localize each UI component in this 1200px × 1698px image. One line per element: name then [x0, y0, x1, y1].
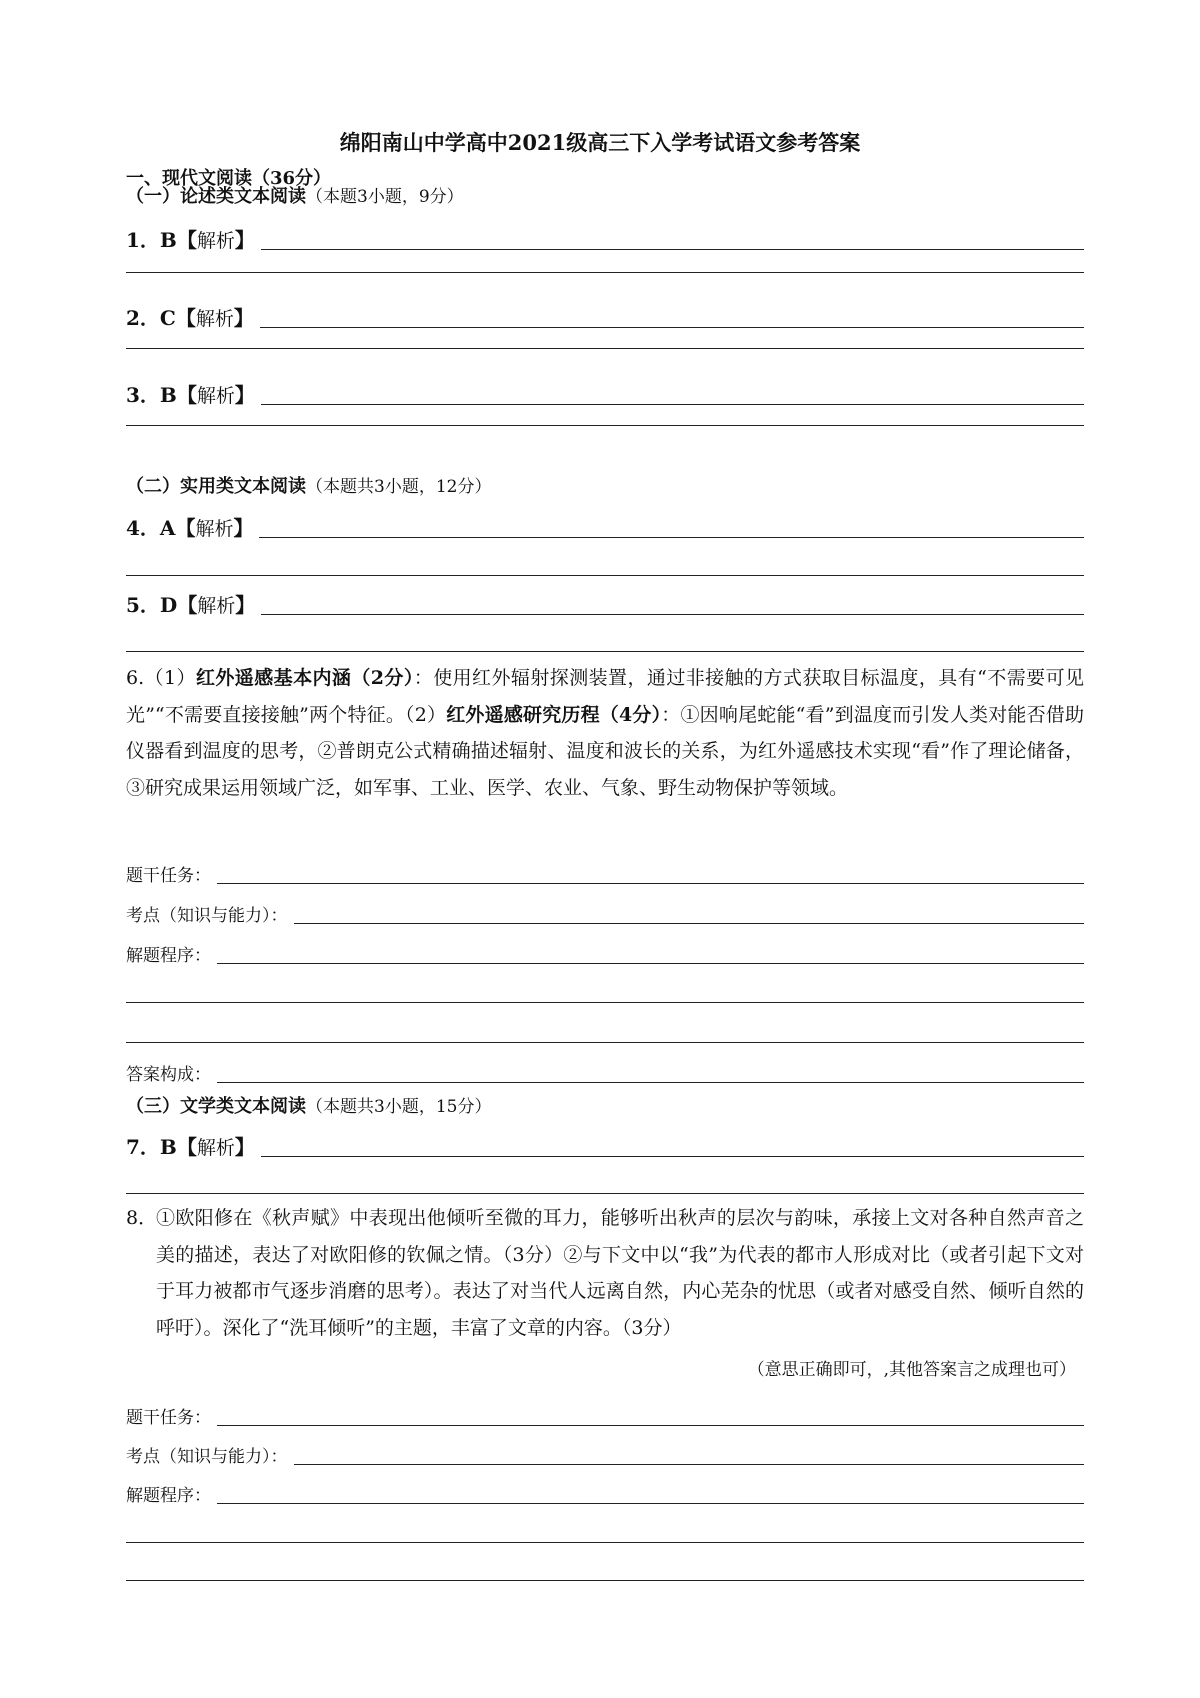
question-5-row [126, 591, 1084, 621]
question-3-label: 3．B【解析】 [126, 383, 255, 407]
question-1-answer-line[interactable] [261, 249, 1084, 250]
part-title: （三）文学类文本阅读 [126, 1096, 306, 1117]
answer-line[interactable] [126, 651, 1084, 652]
question-7-answer-line[interactable] [261, 1156, 1084, 1157]
question-6-answer: 6.（1）红外遥感基本内涵（2分）：使用红外辐射探测装置，通过非接触的方式获取目标温度，具有“不需要可见光”“不需要直接接触”两个特征。（2）红外遥感研究历程（4分）：①因响尾蛇能“看”到温度而引发人类对能否借助仪器看到温度的思考，②普朗克公式精确描述辐射、温度和波长的关系，为红外遥感技术实现“看”作了理论储备，③研究成果运用领域广泛，如军事、工业、医学、农业、气象、野生动物保护等领域。 [126, 667, 1084, 799]
point-label: 考点（知识与能力）： [126, 906, 288, 926]
answer-line[interactable] [126, 1580, 1084, 1581]
q8-task-row [126, 1404, 1084, 1432]
part-heading-argumentative [126, 184, 464, 210]
question-7-label: 7．B【解析】 [126, 1135, 255, 1159]
part-note: （本题共3小题，12分） [306, 477, 492, 497]
point-answer-line[interactable] [294, 923, 1085, 924]
answer-line[interactable] [126, 575, 1084, 576]
section-heading-modern-reading: 一、现代文阅读（36分） [126, 168, 332, 189]
answer-line[interactable] [126, 348, 1084, 349]
part-title: （一）论述类文本阅读 [126, 186, 306, 207]
answer-structure-label: 答案构成： [126, 1065, 211, 1085]
point-label: 考点（知识与能力）： [126, 1447, 288, 1467]
q6-point-row [126, 902, 1084, 930]
part-note: （本题3小题，9分） [306, 187, 464, 207]
answer-line[interactable] [126, 1193, 1084, 1194]
answer-line[interactable] [126, 1002, 1084, 1003]
procedure-label: 解题程序： [126, 946, 211, 966]
task-label: 题干任务： [126, 866, 211, 886]
part-note: （本题共3小题，15分） [306, 1097, 492, 1117]
q6-key-term-1: 红外遥感基本内涵（2分） [195, 667, 414, 689]
question-7-row [126, 1133, 1084, 1163]
question-2-row [126, 304, 1084, 334]
point-answer-line[interactable] [294, 1464, 1085, 1465]
question-3-row [126, 381, 1084, 411]
question-3-answer-line[interactable] [261, 404, 1084, 405]
task-label: 题干任务： [126, 1408, 211, 1428]
question-8-text: ①欧阳修在《秋声赋》中表现出他倾听至微的耳力，能够听出秋声的层次与韵味，承接上文对各种自然声音之美的描述，表达了对欧阳修的钦佩之情。（3分）②与下文中以“我”为代表的都市人形成对比（或者引起下文对于耳力被都市气逐步消磨的思考）。表达了对当代人远离自然，内心芜杂的忧思（或者对感受自然、倾听自然的呼吁）。深化了“洗耳倾听”的主题，丰富了文章的内容。（3分） [156, 1207, 1084, 1339]
answer-line[interactable] [126, 1542, 1084, 1543]
question-8-number: 8． [126, 1207, 158, 1229]
q6-answer-structure-row [126, 1061, 1084, 1089]
question-5-label: 5．D【解析】 [126, 593, 256, 617]
question-2-label: 2．C【解析】 [126, 306, 254, 330]
answer-structure-line[interactable] [217, 1082, 1084, 1083]
task-answer-line[interactable] [217, 1425, 1084, 1426]
q6-task-row [126, 862, 1084, 890]
question-8-answer [126, 1200, 1084, 1346]
question-8-scoring-note: （意思正确即可，,其他答案言之成理也可） [747, 1360, 1076, 1380]
procedure-label: 解题程序： [126, 1486, 211, 1506]
question-4-answer-line[interactable] [259, 537, 1084, 538]
part-title: （二）实用类文本阅读 [126, 476, 306, 497]
part-heading-literary [126, 1094, 491, 1120]
question-4-label: 4．A【解析】 [126, 516, 254, 540]
q8-procedure-row [126, 1482, 1084, 1510]
question-2-answer-line[interactable] [260, 327, 1084, 328]
page-title: 绵阳南山中学高中2021级高三下入学考试语文参考答案 [339, 130, 861, 155]
question-1-row [126, 226, 1084, 256]
procedure-answer-line[interactable] [217, 963, 1084, 964]
question-4-row [126, 514, 1084, 544]
question-1-label: 1．B【解析】 [126, 228, 255, 252]
q6-key-term-2: 红外遥感研究历程（4分） [446, 703, 662, 726]
answer-line[interactable] [126, 425, 1084, 426]
q6-procedure-row [126, 942, 1084, 970]
part-heading-practical [126, 474, 491, 500]
question-5-answer-line[interactable] [261, 614, 1084, 615]
task-answer-line[interactable] [217, 883, 1084, 884]
answer-line[interactable] [126, 1042, 1084, 1043]
q8-point-row [126, 1443, 1084, 1471]
procedure-answer-line[interactable] [217, 1503, 1084, 1504]
answer-line[interactable] [126, 272, 1084, 273]
